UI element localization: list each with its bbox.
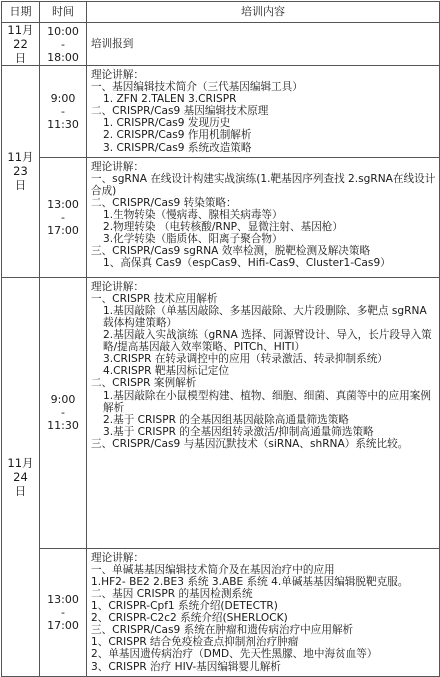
time-dash: -: [61, 104, 65, 118]
content-cell: [87, 277, 440, 548]
content-line: 3. CRISPR/Cas9 系统改造策略: [103, 141, 252, 154]
time-end: 17:00: [47, 223, 79, 237]
content-line: 1、CRISPR 结合免疫检查点抑制剂治疗肿瘤: [91, 636, 299, 649]
content-line: 1.基因敲除（单基因敲除、多基因敲除、大片段删除、多靶点 sgRNA 载体构建策略）: [103, 304, 431, 329]
session-row: [2, 66, 440, 158]
date-cell: [2, 277, 40, 676]
content-line: 理论讲解：: [91, 69, 144, 81]
date-cell: [2, 23, 40, 66]
time-cell: [40, 66, 87, 158]
content-line: 1.HF2- BE2 2.BE3 系统 3.ABE 系统 4.单碱基基因编辑脱靶克服。: [91, 575, 409, 588]
time-dash: -: [61, 37, 65, 51]
content-cell: [87, 157, 440, 277]
date-part: 日: [14, 51, 27, 65]
content-line: 1.生物转染（慢病毒、腺相关病毒等）: [103, 209, 283, 222]
content-line: 一、基因编辑技术简介（三代基因编辑工具）: [91, 81, 303, 94]
time-start: 9:00: [50, 91, 76, 105]
schedule-body: [2, 23, 440, 677]
date-part: 11月: [7, 23, 34, 37]
date-part: 日: [14, 483, 27, 498]
content-line: 4.CRISPR 靶基因标记定位: [103, 365, 229, 378]
session-row: [2, 157, 440, 277]
content-line: 2、CRISPR-C2c2 系统介绍(SHERLOCK): [91, 612, 288, 625]
training-schedule-table: [1, 1, 440, 677]
date-part: 22: [13, 37, 28, 51]
content-line: 理论讲解：: [91, 280, 144, 293]
content-line: 3.基于 CRISPR 的全基因组转录激活/抑制高通量筛选策略: [103, 425, 374, 438]
date-part: 日: [14, 178, 27, 193]
content-line: 3.化学转染（脂质体、阳离子聚合物）: [103, 233, 283, 246]
time-start: 13:00: [47, 197, 79, 211]
content-cell: [87, 548, 440, 676]
time-end: 17:00: [47, 618, 79, 632]
time-end: 18:00: [47, 50, 79, 64]
content-cell: [87, 23, 440, 66]
content-line: 理论讲解：: [91, 551, 144, 564]
content-line: 1. ZFN 2.TALEN 3.CRISPR: [103, 93, 237, 106]
content-line: 2.基于 CRISPR 的全基因组基因敲除高通量筛选策略: [103, 413, 349, 426]
content-line: 1、高保真 Cas9（espCas9、Hifi-Cas9、Cluster1-Cas9）: [103, 257, 391, 270]
content-line: 3、CRISPR 治疗 HIV-基因编辑婴儿解析: [91, 660, 281, 673]
content-line: 1. CRISPR/Cas9 发现历史: [103, 117, 231, 130]
session-row: [2, 23, 440, 66]
time-start: 9:00: [50, 393, 76, 407]
time-end: 11:30: [47, 117, 79, 131]
header-time: 时间: [40, 2, 87, 23]
content-line: 二、CRISPR/Cas9 转染策略：: [91, 196, 237, 209]
time-dash: -: [61, 605, 65, 619]
header-row: [2, 2, 440, 23]
content-line: 二、CRISPR 案例解析: [91, 377, 197, 390]
header-content: 培训内容: [87, 2, 440, 23]
time-cell: [40, 548, 87, 676]
content-cell: [87, 66, 440, 158]
time-start: 10:00: [47, 24, 79, 38]
time-dash: -: [61, 210, 65, 224]
content-line: 1.基因敲除在小鼠模型构建、植物、细胞、细菌、真菌等中的应用案例解析: [103, 389, 431, 414]
content-line: 一、sgRNA 在线设计构建实战演练(1.靶基因序列查找 2.sgRNA在线设计合成): [91, 172, 436, 197]
content-line: 理论讲解：: [91, 160, 144, 173]
content-line: 3.CRISPR 在转录调控中的应用（转录激活、转录抑制系统）: [103, 353, 388, 366]
time-cell: [40, 23, 87, 66]
date-cell: [2, 66, 40, 278]
content-line: 一、单碱基基因编辑技术简介及在基因治疗中的应用: [91, 563, 335, 576]
date-part: 11月: [7, 455, 34, 470]
session-row: [2, 548, 440, 676]
content-line: 二、CRISPR/Cas9 基因编辑技术原理: [91, 105, 269, 118]
content-line: 三、CRISPR/Cas9 与基因沉默技术（siRNA、shRNA）系统比较。: [91, 437, 409, 450]
date-part: 11月: [7, 150, 34, 165]
content-line: 三、CRISPR/Cas9 sgRNA 效率检测，脱靶检测及解决策略: [91, 245, 371, 258]
content-line: 二、基因 CRISPR 的基因检测系统: [91, 587, 253, 600]
time-dash: -: [61, 406, 65, 420]
content-line: 1、CRISPR-Cpf1 系统介绍(DETECTR): [91, 600, 278, 613]
header-date: 日期: [2, 2, 40, 23]
date-part: 23: [13, 164, 28, 179]
time-cell: [40, 277, 87, 548]
time-start: 13:00: [47, 592, 79, 606]
date-part: 24: [13, 469, 28, 484]
content-line: 2.物理转染 （电转核酸/RNP、显微注射、基因枪）: [103, 221, 343, 234]
content-line: 一、CRISPR 技术应用解析: [91, 292, 218, 305]
session-row: [2, 277, 440, 548]
content-line: 2. CRISPR/Cas9 作用机制解析: [103, 129, 252, 142]
content-line: 培训报到: [91, 37, 134, 50]
content-line: 2.基因敲入实战演练（gRNA 选择、同源臂设计、导入，长片段导入策略/提高基因敲入效率策略、PITCh、HITI）: [103, 329, 432, 354]
time-cell: [40, 157, 87, 277]
content-line: 三、CRISPR/Cas9 系统在肿瘤和遗传病治疗中应用解析: [91, 624, 354, 637]
content-line: 2、单基因遗传病治疗（DMD、先天性黑朦、地中海贫血等）: [91, 648, 378, 661]
time-end: 11:30: [47, 419, 79, 433]
